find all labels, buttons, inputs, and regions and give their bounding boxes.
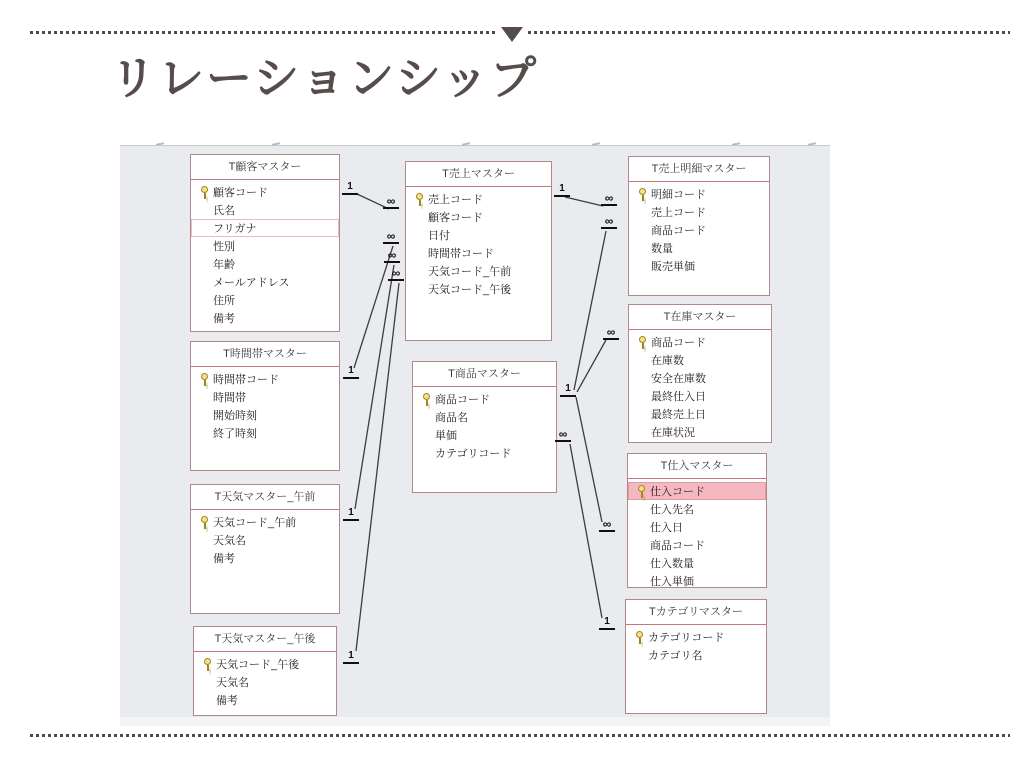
table-T天気マスター_午前 (190, 484, 340, 614)
field-row (406, 280, 551, 298)
table-title: T時間帯マスター (191, 342, 339, 367)
many-marker: ∞ (601, 216, 617, 229)
table-Tカテゴリマスター (625, 599, 767, 714)
field-row (628, 554, 766, 572)
one-marker: 1 (554, 183, 570, 197)
field-row (191, 388, 339, 406)
table-title: T仕入マスター (628, 454, 766, 479)
field-row (406, 244, 551, 262)
field-row (629, 203, 769, 221)
field-label: 備考 (213, 553, 235, 565)
field-row (191, 219, 339, 237)
field-row (628, 536, 766, 554)
table-title: T天気マスター_午前 (191, 485, 339, 510)
field-label: 仕入数量 (650, 558, 694, 570)
field-label: 天気コード_午後 (428, 284, 512, 296)
field-label: 備考 (216, 695, 238, 707)
field-label: 性別 (213, 241, 235, 253)
table-title: T売上明細マスター (629, 157, 769, 182)
field-row (629, 239, 769, 257)
primary-key-icon (415, 193, 424, 206)
field-row (626, 628, 766, 646)
primary-key-icon (200, 186, 209, 199)
field-row (191, 183, 339, 201)
table-T天気マスター_午後 (193, 626, 337, 716)
table-title: T在庫マスター (629, 305, 771, 330)
table-title: T顧客マスター (191, 155, 339, 180)
field-row (413, 426, 556, 444)
bottom-dotted-rule (30, 734, 1010, 737)
field-row (629, 405, 771, 423)
down-triangle-icon (501, 27, 523, 42)
field-row (191, 273, 339, 291)
table-T売上マスター (405, 161, 552, 341)
primary-key-icon (203, 658, 212, 671)
field-label: 時間帯コード (213, 374, 279, 386)
table-title: Tカテゴリマスター (626, 600, 766, 625)
field-label: カテゴリ名 (648, 650, 703, 662)
field-row (191, 370, 339, 388)
field-row (628, 518, 766, 536)
field-row (629, 423, 771, 441)
primary-key-icon (200, 516, 209, 529)
field-row (629, 351, 771, 369)
table-T商品マスター (412, 361, 557, 493)
primary-key-icon (635, 631, 644, 644)
one-marker: 1 (343, 650, 359, 664)
field-label: カテゴリコード (648, 632, 725, 644)
field-label: 天気名 (213, 535, 246, 547)
field-row (413, 390, 556, 408)
field-row (629, 257, 769, 275)
field-label: 商品名 (435, 412, 468, 424)
table-T在庫マスター (628, 304, 772, 443)
field-label: 売上コード (651, 207, 706, 219)
many-marker: ∞ (601, 193, 617, 206)
field-row (194, 673, 336, 691)
field-label: 顧客コード (428, 212, 483, 224)
field-row (626, 646, 766, 664)
page-title: リレーションシップ (110, 52, 539, 104)
primary-key-icon (200, 373, 209, 386)
field-row (191, 406, 339, 424)
field-row (629, 333, 771, 351)
field-label: 単価 (435, 430, 457, 442)
field-row (191, 531, 339, 549)
window-bottom-strip (120, 717, 830, 726)
table-title: T売上マスター (406, 162, 551, 187)
table-T仕入マスター (627, 453, 767, 588)
field-row (629, 185, 769, 203)
field-label: メールアドレス (213, 277, 290, 289)
field-label: 安全在庫数 (651, 373, 706, 385)
field-label: 在庫状況 (651, 427, 695, 439)
field-row (406, 208, 551, 226)
field-row (413, 408, 556, 426)
field-label: 最終売上日 (651, 409, 706, 421)
field-row (191, 201, 339, 219)
field-label: 氏名 (213, 205, 235, 217)
field-label: フリガナ (213, 223, 257, 235)
many-marker: ∞ (603, 327, 619, 340)
relationship-diagram (120, 145, 830, 726)
field-label: 売上コード (428, 194, 483, 206)
field-label: 時間帯コード (428, 248, 494, 260)
one-marker: 1 (343, 507, 359, 521)
field-label: 仕入単価 (650, 576, 694, 588)
primary-key-icon (637, 485, 646, 498)
field-label: 住所 (213, 295, 235, 307)
field-row (406, 190, 551, 208)
field-label: 仕入日 (650, 522, 683, 534)
field-row (629, 369, 771, 387)
field-row (629, 221, 769, 239)
field-row (406, 226, 551, 244)
field-row (628, 572, 766, 590)
field-label: 数量 (651, 243, 673, 255)
field-row (191, 549, 339, 567)
many-marker: ∞ (383, 196, 399, 209)
many-marker: ∞ (599, 519, 615, 532)
field-label: 天気名 (216, 677, 249, 689)
one-marker: 1 (343, 365, 359, 379)
field-row (191, 255, 339, 273)
one-marker: 1 (560, 383, 576, 397)
table-T顧客マスター (190, 154, 340, 332)
field-row (191, 291, 339, 309)
field-label: 終了時刻 (213, 428, 257, 440)
table-T時間帯マスター (190, 341, 340, 471)
field-label: 備考 (213, 313, 235, 325)
field-label: 日付 (428, 230, 450, 242)
field-label: 時間帯 (213, 392, 246, 404)
field-row (191, 237, 339, 255)
field-label: 天気コード_午前 (213, 517, 297, 529)
field-row (191, 424, 339, 442)
primary-key-icon (422, 393, 431, 406)
field-label: 商品コード (651, 225, 706, 237)
one-marker: 1 (599, 616, 615, 630)
many-marker: ∞ (555, 429, 571, 442)
field-row (413, 444, 556, 462)
field-label: 開始時刻 (213, 410, 257, 422)
field-label: 在庫数 (651, 355, 684, 367)
many-marker: ∞ (383, 231, 399, 244)
field-row (628, 482, 766, 500)
many-marker: ∞ (388, 268, 404, 281)
field-label: 商品コード (435, 394, 490, 406)
table-title: T天気マスター_午後 (194, 627, 336, 652)
field-label: 商品コード (650, 540, 705, 552)
field-row (628, 500, 766, 518)
field-label: カテゴリコード (435, 448, 512, 460)
field-row (191, 309, 339, 327)
field-row (194, 691, 336, 709)
field-row (629, 387, 771, 405)
field-row (194, 655, 336, 673)
primary-key-icon (638, 188, 647, 201)
field-label: 天気コード_午後 (216, 659, 300, 671)
table-title: T商品マスター (413, 362, 556, 387)
many-marker: ∞ (384, 250, 400, 263)
table-T売上明細マスター (628, 156, 770, 296)
primary-key-icon (638, 336, 647, 349)
field-label: 仕入コード (650, 486, 705, 498)
field-label: 明細コード (651, 189, 706, 201)
field-label: 顧客コード (213, 187, 268, 199)
field-label: 販売単価 (651, 261, 695, 273)
field-label: 年齢 (213, 259, 235, 271)
field-row (406, 262, 551, 280)
field-row (191, 513, 339, 531)
one-marker: 1 (342, 181, 358, 195)
field-label: 仕入先名 (650, 504, 694, 516)
field-label: 最終仕入日 (651, 391, 706, 403)
field-label: 商品コード (651, 337, 706, 349)
field-label: 天気コード_午前 (428, 266, 512, 278)
